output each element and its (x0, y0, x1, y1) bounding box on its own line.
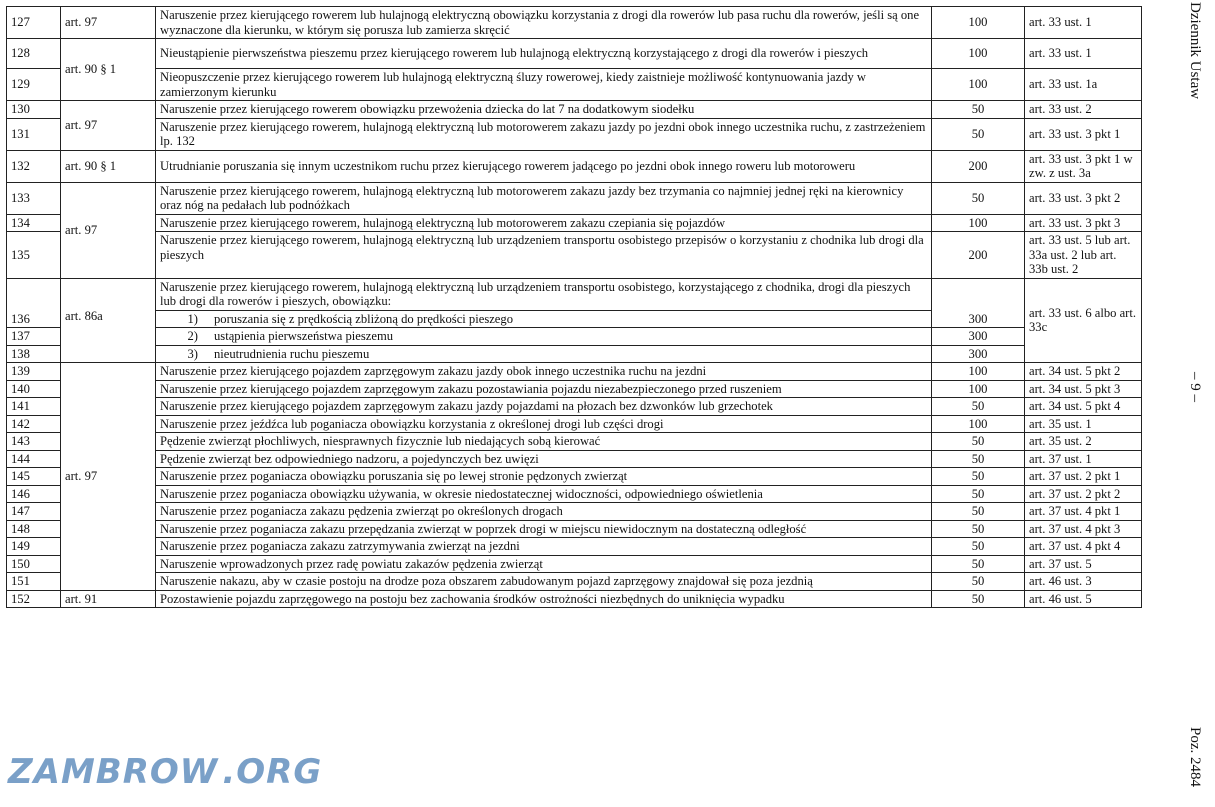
table-row (7, 278, 1142, 310)
legal-basis: art. 97 (61, 7, 156, 39)
fine-amount: 50 (932, 118, 1025, 150)
site-watermark-logo (8, 751, 323, 793)
row-number: 146 (7, 485, 61, 503)
legal-basis: art. 97 (61, 182, 156, 278)
regulation-reference: art. 34 ust. 5 pkt 2 (1025, 363, 1142, 381)
offense-description: Nieopuszczenie przez kierującego rowerem lub hulajnogą elektryczną śluzy rowerowej, kiedy zaistnieje możliwość kontynuowania jazdy w zamierzonym kierunku (156, 69, 932, 101)
offense-description: Naruszenie przez kierującego rowerem lub hulajnogą elektryczną obowiązku korzystania z drogi dla rowerów lub pasa ruchu dla rowerów, jeśli są one wyznaczone dla kierunku, w którym się porusza lub zamierza skręcić (156, 7, 932, 39)
regulation-reference: art. 33 ust. 1 (1025, 39, 1142, 69)
row-number: 150 (7, 555, 61, 573)
table-row (7, 573, 1142, 591)
table-row (7, 182, 1142, 214)
regulation-reference: art. 37 ust. 2 pkt 1 (1025, 468, 1142, 486)
offense-description: Naruszenie przez poganiacza obowiązku poruszania się po lewej stronie pędzonych zwierząt (156, 468, 932, 486)
offense-description: Naruszenie nakazu, aby w czasie postoju na drodze poza obszarem zabudowanym pojazd zaprzęgowy znajdował się poza jezdnią (156, 573, 932, 591)
table-row (7, 555, 1142, 573)
row-number: 151 (7, 573, 61, 591)
row-number: 134 (7, 214, 61, 232)
row-number: 129 (7, 69, 61, 101)
regulation-reference: art. 37 ust. 5 (1025, 555, 1142, 573)
fine-amount: 50 (932, 503, 1025, 521)
row-number: 149 (7, 538, 61, 556)
fine-amount: 300 (932, 278, 1025, 328)
fine-tariff-table (6, 6, 1142, 608)
offense-description: Naruszenie przez poganiacza zakazu przepędzania zwierząt w poprzek drogi w miejscu niewidocznym na dostateczną odległość (156, 520, 932, 538)
offense-description: Naruszenie przez jeźdźca lub poganiacza obowiązku korzystania z określonej drogi lub części drogi (156, 415, 932, 433)
offense-description: Utrudnianie poruszania się innym uczestnikom ruchu przez kierującego rowerem jadącego po jezdni obok innego roweru lub motoroweru (156, 150, 932, 182)
table-row (7, 39, 1142, 69)
subitem-number: 2) (187, 329, 198, 343)
position-number: Poz. 2484 (1187, 727, 1203, 787)
row-number: 135 (7, 232, 61, 279)
table-row (7, 590, 1142, 608)
table-row (7, 7, 1142, 39)
regulation-reference: art. 37 ust. 4 pkt 1 (1025, 503, 1142, 521)
table-row (7, 328, 1142, 346)
regulation-reference: art. 33 ust. 6 albo art. 33c (1025, 278, 1142, 363)
row-number: 152 (7, 590, 61, 608)
table-row (7, 345, 1142, 363)
offense-description: Naruszenie przez kierującego rowerem, hulajnogą elektryczną lub urządzeniem transportu osobistego przepisów o korzystaniu z chodnika lub drogi dla pieszych (156, 232, 932, 279)
regulation-reference: art. 33 ust. 1 (1025, 7, 1142, 39)
legal-basis: art. 86a (61, 278, 156, 363)
legal-basis: art. 91 (61, 590, 156, 608)
legal-basis: art. 90 § 1 (61, 150, 156, 182)
fine-amount: 200 (932, 232, 1025, 279)
table-row (7, 150, 1142, 182)
table-row (7, 503, 1142, 521)
offense-description: Naruszenie przez kierującego rowerem obowiązku przewożenia dziecka do lat 7 na dodatkowym siodełku (156, 101, 932, 119)
offense-description: Naruszenie wprowadzonych przez radę powiatu zakazów pędzenia zwierząt (156, 555, 932, 573)
journal-side-header (1175, 0, 1215, 807)
regulation-reference: art. 34 ust. 5 pkt 4 (1025, 398, 1142, 416)
fine-amount: 50 (932, 433, 1025, 451)
offense-description: Naruszenie przez kierującego rowerem, hulajnogą elektryczną lub motorowerem zakazu czepiania się pojazdów (156, 214, 932, 232)
offense-subitem (156, 345, 932, 363)
page-number: – 9 – (1187, 372, 1203, 402)
fine-amount: 100 (932, 69, 1025, 101)
offense-description: Naruszenie przez kierującego pojazdem zaprzęgowym zakazu jazdy obok innego uczestnika ruchu na jezdni (156, 363, 932, 381)
subitem-text: nieutrudnienia ruchu pieszemu (214, 346, 370, 361)
row-number: 138 (7, 345, 61, 363)
regulation-reference: art. 34 ust. 5 pkt 3 (1025, 380, 1142, 398)
fine-amount: 50 (932, 398, 1025, 416)
offense-description: Pędzenie zwierząt płochliwych, niesprawnych fizycznie lub niedających sobą kierować (156, 433, 932, 451)
fine-amount: 300 (932, 345, 1025, 363)
fine-amount: 50 (932, 573, 1025, 591)
row-number: 132 (7, 150, 61, 182)
regulation-reference: art. 33 ust. 3 pkt 2 (1025, 182, 1142, 214)
row-number: 148 (7, 520, 61, 538)
row-number: 142 (7, 415, 61, 433)
row-number: 145 (7, 468, 61, 486)
regulation-reference: art. 33 ust. 3 pkt 3 (1025, 214, 1142, 232)
fine-amount: 100 (932, 363, 1025, 381)
table-row (7, 450, 1142, 468)
fine-amount: 50 (932, 485, 1025, 503)
offense-description: Naruszenie przez kierującego rowerem, hulajnogą elektryczną lub motorowerem zakazu jazdy bez trzymania co najmniej jednej ręki na kierownicy oraz nóg na pedałach lub podnóżkach (156, 182, 932, 214)
subitem-number: 3) (187, 346, 198, 361)
offense-description: Pędzenie zwierząt bez odpowiedniego nadzoru, a pojedynczych bez uwięzi (156, 450, 932, 468)
row-number: 133 (7, 182, 61, 214)
table-row (7, 363, 1142, 381)
fine-amount: 50 (932, 182, 1025, 214)
fine-amount: 100 (932, 415, 1025, 433)
offense-description: Naruszenie przez poganiacza zakazu zatrzymywania zwierząt na jezdni (156, 538, 932, 556)
offense-description: Naruszenie przez kierującego pojazdem zaprzęgowym zakazu jazdy pojazdami na płozach bez dzwonków lub grzechotek (156, 398, 932, 416)
row-number: 141 (7, 398, 61, 416)
regulation-reference: art. 33 ust. 2 (1025, 101, 1142, 119)
regulation-reference: art. 37 ust. 2 pkt 2 (1025, 485, 1142, 503)
table-row (7, 433, 1142, 451)
table-row (7, 485, 1142, 503)
row-number: 127 (7, 7, 61, 39)
regulation-reference: art. 35 ust. 2 (1025, 433, 1142, 451)
regulation-reference: art. 33 ust. 3 pkt 1 (1025, 118, 1142, 150)
fine-amount: 50 (932, 520, 1025, 538)
row-number: 147 (7, 503, 61, 521)
offense-description: Nieustąpienie pierwszeństwa pieszemu przez kierującego rowerem lub hulajnogą elektryczną korzystającego z drogi dla rowerów i pieszych (156, 39, 932, 69)
offense-description: Pozostawienie pojazdu zaprzęgowego na postoju bez zachowania środków ostrożności niezbędnych do uniknięcia wypadku (156, 590, 932, 608)
journal-title: Dziennik Ustaw (1187, 2, 1203, 100)
legal-basis: art. 97 (61, 363, 156, 591)
row-number: 143 (7, 433, 61, 451)
fine-amount: 50 (932, 450, 1025, 468)
subitem-text: ustąpienia pierwszeństwa pieszemu (214, 329, 394, 343)
table-row (7, 468, 1142, 486)
regulation-reference: art. 46 ust. 3 (1025, 573, 1142, 591)
fine-amount: 50 (932, 555, 1025, 573)
table-row (7, 101, 1142, 119)
offense-subitem (156, 310, 932, 328)
fine-amount: 50 (932, 590, 1025, 608)
table-row (7, 214, 1142, 232)
fine-amount: 100 (932, 214, 1025, 232)
regulation-reference: art. 37 ust. 4 pkt 3 (1025, 520, 1142, 538)
regulation-reference: art. 33 ust. 5 lub art. 33a ust. 2 lub art. 33b ust. 2 (1025, 232, 1142, 279)
legal-basis: art. 90 § 1 (61, 39, 156, 101)
table-row (7, 232, 1142, 279)
fine-amount: 50 (932, 468, 1025, 486)
legal-basis: art. 97 (61, 101, 156, 151)
row-number: 128 (7, 39, 61, 69)
subitem-text: poruszania się z prędkością zbliżoną do prędkości pieszego (214, 311, 513, 326)
fine-amount: 100 (932, 380, 1025, 398)
fine-amount: 100 (932, 7, 1025, 39)
table-row (7, 415, 1142, 433)
subitem-number: 1) (187, 311, 198, 326)
offense-description: Naruszenie przez kierującego rowerem, hulajnogą elektryczną lub urządzeniem transportu osobistego, korzystającego z chodnika, drogi dla pieszych lub drogi dla rowerów i pieszych, obowiązku: (156, 278, 932, 310)
logo-text-right: .ORG (222, 752, 323, 792)
row-number: 140 (7, 380, 61, 398)
regulation-reference: art. 33 ust. 3 pkt 1 w zw. z ust. 3a (1025, 150, 1142, 182)
table-row (7, 118, 1142, 150)
row-number: 130 (7, 101, 61, 119)
fine-amount: 200 (932, 150, 1025, 182)
row-number: 137 (7, 328, 61, 346)
row-number: 144 (7, 450, 61, 468)
fine-amount: 100 (932, 39, 1025, 69)
row-number: 136 (7, 278, 61, 328)
regulation-reference: art. 46 ust. 5 (1025, 590, 1142, 608)
regulation-reference: art. 35 ust. 1 (1025, 415, 1142, 433)
regulation-reference: art. 37 ust. 1 (1025, 450, 1142, 468)
table-row (7, 380, 1142, 398)
table-row (7, 69, 1142, 101)
offense-description: Naruszenie przez poganiacza obowiązku używania, w okresie niedostatecznej widoczności, odpowiedniego oświetlenia (156, 485, 932, 503)
regulation-reference: art. 33 ust. 1a (1025, 69, 1142, 101)
regulation-reference: art. 37 ust. 4 pkt 4 (1025, 538, 1142, 556)
offense-description: Naruszenie przez poganiacza zakazu pędzenia zwierząt po określonych drogach (156, 503, 932, 521)
table-row (7, 538, 1142, 556)
table-row (7, 398, 1142, 416)
fine-amount: 50 (932, 538, 1025, 556)
logo-text-left: ZAMBROW (8, 752, 219, 792)
table-row (7, 520, 1142, 538)
row-number: 131 (7, 118, 61, 150)
fine-amount: 300 (932, 328, 1025, 346)
offense-subitem (156, 328, 932, 346)
row-number: 139 (7, 363, 61, 381)
offense-description: Naruszenie przez kierującego rowerem, hulajnogą elektryczną lub motorowerem zakazu jazdy po jezdni obok innego uczestnika ruchu, z zastrzeżeniem lp. 132 (156, 118, 932, 150)
offense-description: Naruszenie przez kierującego pojazdem zaprzęgowym zakazu pozostawiania pojazdu niezabezpieczonego przed ruszeniem (156, 380, 932, 398)
fine-amount: 50 (932, 101, 1025, 119)
